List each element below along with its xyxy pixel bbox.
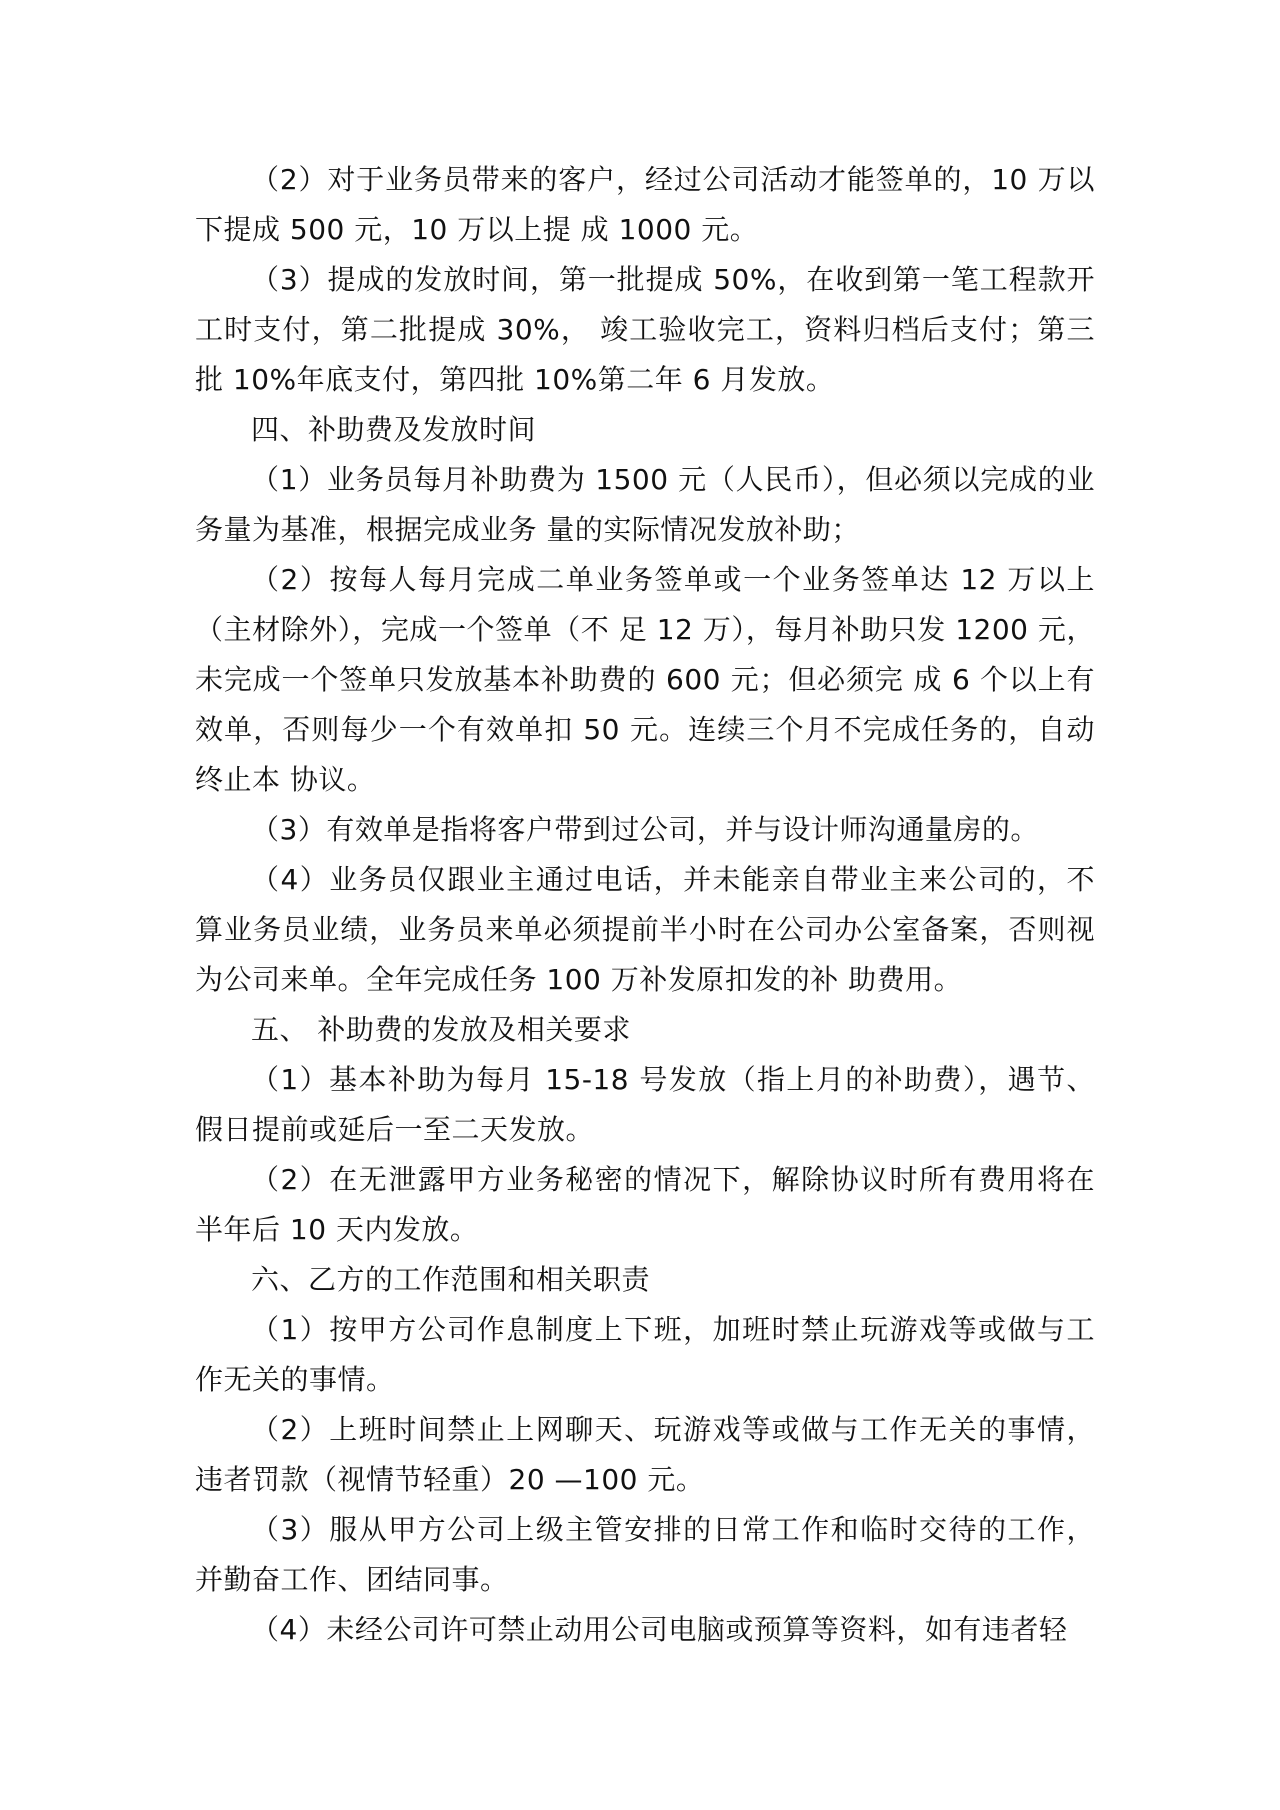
clause-2-termination-payment: （2）在无泄露甲方业务秘密的情况下，解除协议时所有费用将在半年后 10 天内发放。 <box>195 1163 1095 1246</box>
clause-2-work-conduct: （2）上班时间禁止上网聊天、玩游戏等或做与工作无关的事情，违者罚款（视情节轻重）20 —100 元。 <box>195 1413 1095 1496</box>
document-body <box>195 155 1095 1655</box>
clause-4-computer-use: （4）未经公司许可禁止动用公司电脑或预算等资料，如有违者轻 <box>251 1613 1068 1646</box>
clause-3-commission-schedule: （3）提成的发放时间，第一批提成 50%，在收到第一笔工程款开工时支付，第二批提成 30%， 竣工验收完工，资料归档后支付；第三批 10%年底支付，第四批 10%第二年 6 月发放。 <box>195 263 1095 396</box>
clause-1-payment-date: （1）基本补助为每月 15-18 号发放（指上月的补助费），遇节、假日提前或延后一至二天发放。 <box>195 1063 1095 1146</box>
clause-4-performance-rules: （4）业务员仅跟业主通过电话，并未能亲自带业主来公司的，不算业务员业绩，业务员来单必须提前半小时在公司办公室备案，否则视为公司来单。全年完成任务 100 万补发原扣发的补 助费用。 <box>195 863 1095 996</box>
clause-1-work-hours: （1）按甲方公司作息制度上下班，加班时禁止玩游戏等或做与工作无关的事情。 <box>195 1313 1095 1396</box>
clause-3-valid-order: （3）有效单是指将客户带到过公司，并与设计师沟通量房的。 <box>251 813 1039 846</box>
clause-2-commission-client: （2）对于业务员带来的客户，经过公司活动才能签单的，10 万以下提成 500 元，10 万以上提 成 1000 元。 <box>195 163 1095 246</box>
section-heading-4: 四、补助费及发放时间 <box>251 413 537 446</box>
clause-1-monthly-subsidy: （1）业务员每月补助费为 1500 元（人民币），但必须以完成的业务量为基准，根据完成业务 量的实际情况发放补助； <box>195 463 1095 546</box>
clause-2-subsidy-rules: （2）按每人每月完成二单业务签单或一个业务签单达 12 万以上（主材除外），完成一个签单（不 足 12 万），每月补助只发 1200 元，未完成一个签单只发放基本补助费的 600 元；但必须完 成 6 个以上有效单，否则每少一个有效单扣 50 元。连续三个月不完成任务的，自动终止本 协议。 <box>195 563 1095 796</box>
section-heading-6: 六、乙方的工作范围和相关职责 <box>251 1263 651 1296</box>
clause-3-obey-supervisor: （3）服从甲方公司上级主管安排的日常工作和临时交待的工作，并勤奋工作、团结同事。 <box>195 1513 1095 1596</box>
section-heading-5: 五、 补助费的发放及相关要求 <box>251 1013 631 1046</box>
